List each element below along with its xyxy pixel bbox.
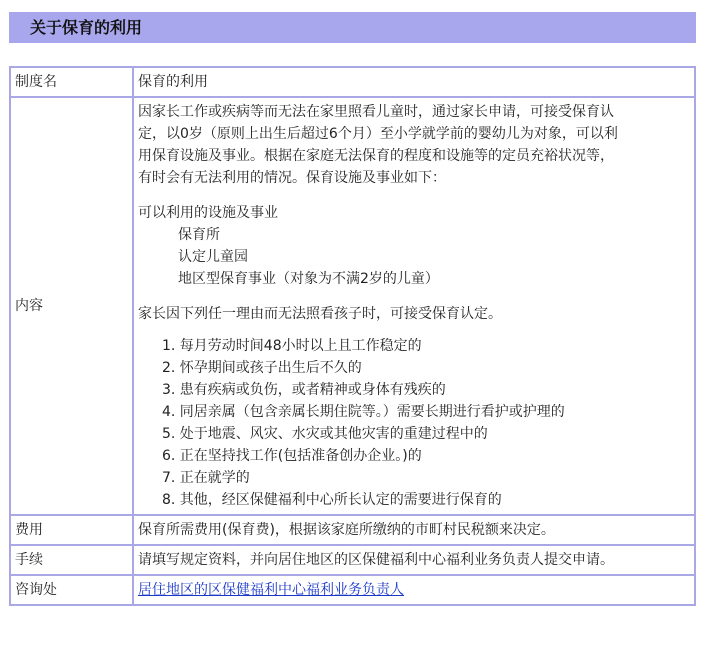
row-procedure [10,545,695,575]
facility-item: 地区型保育事业（对象为不满2岁的儿童） [178,271,439,287]
facilities-title: 可以利用的设施及事业 [138,205,278,221]
content-intro [138,101,686,189]
condition-item: 2. 怀孕期间或孩子出生后不久的 [162,360,362,376]
condition-item: 7. 正在就学的 [162,470,250,486]
intro-line: 定，以0岁（原则上出生后超过6个月）至小学就学前的婴幼儿为对象，可以利 [138,126,618,142]
row-content [10,97,695,515]
info-table [9,66,696,606]
conditions-intro: 家长因下列任一理由而无法照看孩子时，可接受保育认定。 [138,306,502,322]
conditions-list [138,335,686,511]
intro-line: 有时会有无法利用的情况。保育设施及事业如下： [138,170,446,186]
row-fee [10,515,695,545]
row-system-name [10,67,695,97]
content-value [133,97,695,515]
procedure-value: 请填写规定资料，并向居住地区的区保健福利中心福利业务负责人提交申请。 [133,545,695,575]
inquiry-value [133,575,695,605]
condition-item: 5. 处于地震、风灾、水灾或其他灾害的重建过程中的 [162,426,488,442]
system-name-value: 保育的利用 [133,67,695,97]
row-inquiry [10,575,695,605]
system-name-label: 制度名 [10,67,133,97]
condition-item: 3. 患有疾病或负伤，或者精神或身体有残疾的 [162,382,446,398]
content-label: 内容 [10,97,133,515]
intro-line: 用保育设施及事业。根据在家庭无法保育的程度和设施等的定员充裕状况等， [138,148,614,164]
inquiry-label: 咨询处 [10,575,133,605]
facility-item: 认定儿童园 [178,249,248,265]
condition-item: 8. 其他，经区保健福利中心所长认定的需要进行保育的 [162,492,502,508]
intro-line: 因家长工作或疾病等而无法在家里照看儿童时，通过家长申请，可接受保育认 [138,104,614,120]
fee-label: 费用 [10,515,133,545]
section-heading: 关于保育的利用 [9,12,696,43]
condition-item: 4. 同居亲属（包含亲属长期住院等。）需要长期进行看护或护理的 [162,404,565,420]
inquiry-link[interactable]: 居住地区的区保健福利中心福利业务负责人 [138,582,404,598]
condition-item: 1. 每月劳动时间48小时以上且工作稳定的 [162,338,422,354]
fee-value: 保育所需费用(保育费)，根据该家庭所缴纳的市町村民税额来决定。 [133,515,695,545]
facility-item: 保育所 [178,227,220,243]
procedure-label: 手续 [10,545,133,575]
condition-item: 6. 正在坚持找工作(包括准备创办企业。)的 [162,448,422,464]
